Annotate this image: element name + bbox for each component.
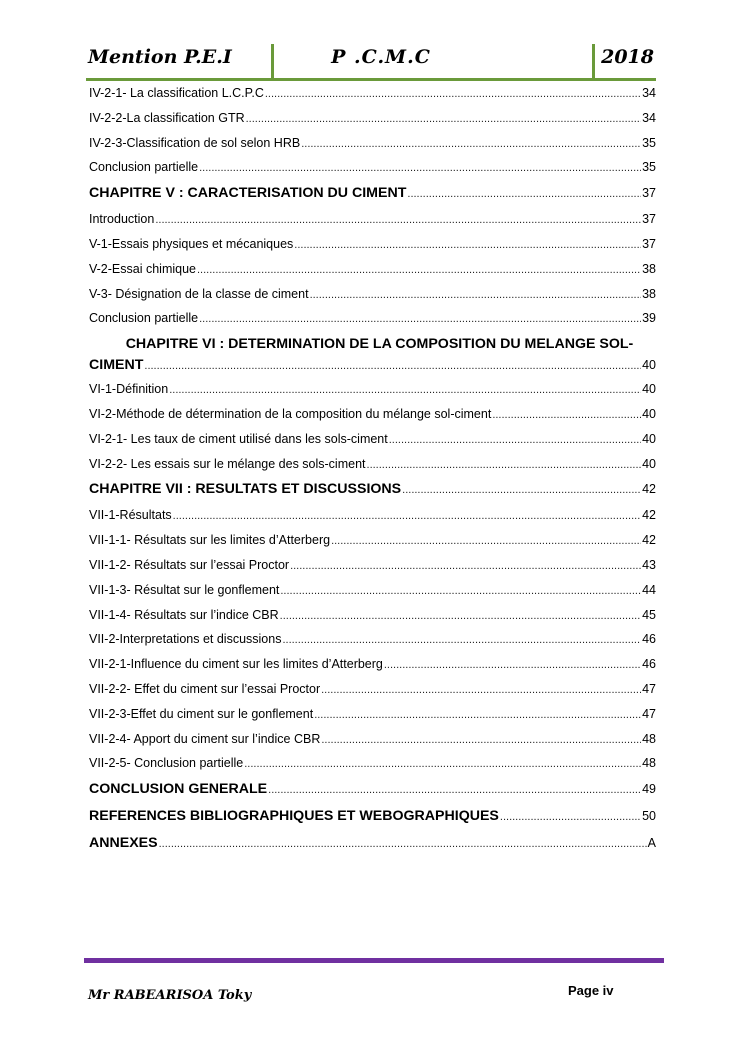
toc-chapter-entry[interactable] xyxy=(89,185,656,212)
toc-entry[interactable] xyxy=(89,111,656,136)
toc-page: 48 xyxy=(642,731,656,746)
toc-leader xyxy=(500,811,641,823)
toc-entry[interactable] xyxy=(89,756,656,781)
toc-label: VII-2-5- Conclusion partielle xyxy=(89,756,244,771)
toc-entry[interactable] xyxy=(89,212,656,237)
toc-label: VI-1-Définition xyxy=(89,382,169,397)
toc-entry[interactable] xyxy=(89,457,656,482)
toc-label: IV-2-3-Classification de sol selon HRB xyxy=(89,135,301,150)
toc-leader xyxy=(321,684,641,696)
toc-chapter-entry[interactable] xyxy=(89,808,656,835)
footer-page-number: Page iv xyxy=(568,983,614,998)
toc-leader xyxy=(246,113,641,125)
toc-page: 40 xyxy=(642,431,656,446)
toc-leader xyxy=(294,239,641,251)
toc-label: CHAPITRE V : CARACTERISATION DU CIMENT xyxy=(89,185,407,202)
toc-label: IV-2-2-La classification GTR xyxy=(89,110,245,125)
toc-page: 46 xyxy=(642,657,656,672)
toc-entry[interactable] xyxy=(89,262,656,287)
toc-page: 37 xyxy=(642,186,656,201)
toc-leader xyxy=(265,88,641,100)
toc-page: 46 xyxy=(642,632,656,647)
toc-leader xyxy=(280,610,641,622)
toc-label: VII-2-1-Influence du ciment sur les limites d’Atterberg xyxy=(89,657,383,672)
toc-entry[interactable] xyxy=(89,707,656,732)
toc-page: 35 xyxy=(642,135,656,150)
toc-leader xyxy=(321,734,641,746)
toc-leader xyxy=(290,560,641,572)
toc-entry[interactable] xyxy=(89,632,656,657)
toc-chapter-title-line2: CIMENT xyxy=(89,357,144,374)
toc-entry[interactable] xyxy=(89,682,656,707)
toc-chapter-entry[interactable] xyxy=(89,336,656,382)
toc-leader xyxy=(169,384,641,396)
toc-page: 37 xyxy=(642,236,656,251)
toc-leader xyxy=(389,434,641,446)
toc-entry[interactable] xyxy=(89,382,656,407)
toc-leader xyxy=(492,409,641,421)
header-separator xyxy=(271,44,274,78)
toc-page: 40 xyxy=(642,406,656,421)
toc-entry[interactable] xyxy=(89,508,656,533)
toc-label: Conclusion partielle xyxy=(89,160,199,175)
toc-chapter-title-line1: CHAPITRE VI : DETERMINATION DE LA COMPOSITION DU MELANGE SOL- xyxy=(125,336,634,353)
toc-leader xyxy=(367,459,642,471)
header-year: 2018 xyxy=(601,46,654,68)
toc-label: VII-2-2- Effet du ciment sur l’essai Proctor xyxy=(89,681,321,696)
toc-chapter-entry[interactable] xyxy=(89,481,656,508)
toc-page: A xyxy=(647,836,656,851)
toc-page: 50 xyxy=(642,809,656,824)
toc-leader xyxy=(197,264,641,276)
toc-entry[interactable] xyxy=(89,657,656,682)
toc-page: 39 xyxy=(642,311,656,326)
toc-page: 45 xyxy=(642,607,656,622)
toc-page: 40 xyxy=(642,456,656,471)
toc-page: 37 xyxy=(642,212,656,227)
toc-entry[interactable] xyxy=(89,608,656,633)
toc-leader xyxy=(159,838,647,850)
toc-leader xyxy=(173,510,641,522)
toc-label: VI-2-2- Les essais sur le mélange des sols-ciment xyxy=(89,456,366,471)
toc-label: V-1-Essais physiques et mécaniques xyxy=(89,236,294,251)
page-header xyxy=(86,40,656,80)
toc-label: Introduction xyxy=(89,212,155,227)
toc-page: 47 xyxy=(642,706,656,721)
toc-page: 42 xyxy=(642,533,656,548)
toc-entry[interactable] xyxy=(89,732,656,757)
toc-entry[interactable] xyxy=(89,432,656,457)
toc-label: VII-2-3-Effet du ciment sur le gonflement xyxy=(89,706,314,721)
toc-entry[interactable] xyxy=(89,583,656,608)
toc-leader xyxy=(310,289,642,301)
toc-leader xyxy=(331,535,641,547)
toc-leader xyxy=(282,634,641,646)
toc-entry[interactable] xyxy=(89,311,656,336)
toc-page: 42 xyxy=(642,508,656,523)
toc-label: VII-2-4- Apport du ciment sur l’indice CBR xyxy=(89,731,321,746)
toc-chapter-entry[interactable] xyxy=(89,781,656,808)
toc-leader xyxy=(402,484,641,496)
toc-leader xyxy=(244,758,641,770)
toc-label: VII-1-2- Résultats sur l’essai Proctor xyxy=(89,557,290,572)
toc-leader xyxy=(199,162,641,174)
toc-leader xyxy=(268,784,641,796)
toc-entry[interactable] xyxy=(89,533,656,558)
toc-leader xyxy=(407,188,641,200)
toc-label: CHAPITRE VII : RESULTATS ET DISCUSSIONS xyxy=(89,481,402,498)
toc-entry[interactable] xyxy=(89,287,656,312)
header-mention: Mention P.E.I xyxy=(88,46,232,68)
header-rule xyxy=(86,78,656,81)
toc-label: VII-1-Résultats xyxy=(89,508,172,523)
toc-label: ANNEXES xyxy=(89,835,158,852)
toc-entry[interactable] xyxy=(89,237,656,262)
toc-page: 44 xyxy=(642,582,656,597)
toc-label: VII-2-Interpretations et discussions xyxy=(89,632,282,647)
toc-page: 42 xyxy=(642,482,656,497)
toc-label: VI-2-Méthode de détermination de la composition du mélange sol-ciment xyxy=(89,406,492,421)
toc-label: CONCLUSION GENERALE xyxy=(89,781,268,798)
toc-page: 40 xyxy=(642,382,656,397)
toc-page: 49 xyxy=(642,782,656,797)
toc-leader xyxy=(384,659,641,671)
toc-leader xyxy=(144,360,641,372)
toc-page: 38 xyxy=(642,261,656,276)
toc-entry[interactable] xyxy=(89,407,656,432)
toc-page: 48 xyxy=(642,756,656,771)
header-program: P .C.M.C xyxy=(331,46,431,68)
table-of-contents xyxy=(89,86,656,862)
header-separator xyxy=(592,44,595,78)
toc-page: 43 xyxy=(642,557,656,572)
toc-entry[interactable] xyxy=(89,160,656,185)
toc-label: IV-2-1- La classification L.C.P.C xyxy=(89,86,264,100)
toc-leader xyxy=(301,138,641,150)
toc-page: 34 xyxy=(642,86,656,100)
toc-label: VII-1-4- Résultats sur l’indice CBR xyxy=(89,607,279,622)
toc-page: 35 xyxy=(642,160,656,175)
toc-page: 47 xyxy=(642,681,656,696)
toc-chapter-entry[interactable] xyxy=(89,835,656,862)
toc-label: VII-1-3- Résultat sur le gonflement xyxy=(89,582,280,597)
toc-entry[interactable] xyxy=(89,558,656,583)
toc-leader xyxy=(155,214,641,226)
toc-leader xyxy=(314,709,641,721)
toc-label: Conclusion partielle xyxy=(89,311,199,326)
toc-label: REFERENCES BIBLIOGRAPHIQUES ET WEBOGRAPHIQUES xyxy=(89,808,499,825)
toc-leader xyxy=(280,585,641,597)
footer-author: Mr RABEARISOA Toky xyxy=(88,988,252,1003)
toc-label: VI-2-1- Les taux de ciment utilisé dans les sols-ciment xyxy=(89,431,388,446)
toc-label: VII-1-1- Résultats sur les limites d’Atterberg xyxy=(89,533,331,548)
toc-entry[interactable] xyxy=(89,86,656,111)
toc-page: 40 xyxy=(642,358,656,373)
toc-entry[interactable] xyxy=(89,136,656,161)
toc-page: 38 xyxy=(642,286,656,301)
toc-page: 34 xyxy=(642,110,656,125)
toc-label: V-2-Essai chimique xyxy=(89,261,196,276)
toc-label: V-3- Désignation de la classe de ciment xyxy=(89,286,309,301)
footer-rule xyxy=(84,958,664,963)
toc-leader xyxy=(199,313,641,325)
